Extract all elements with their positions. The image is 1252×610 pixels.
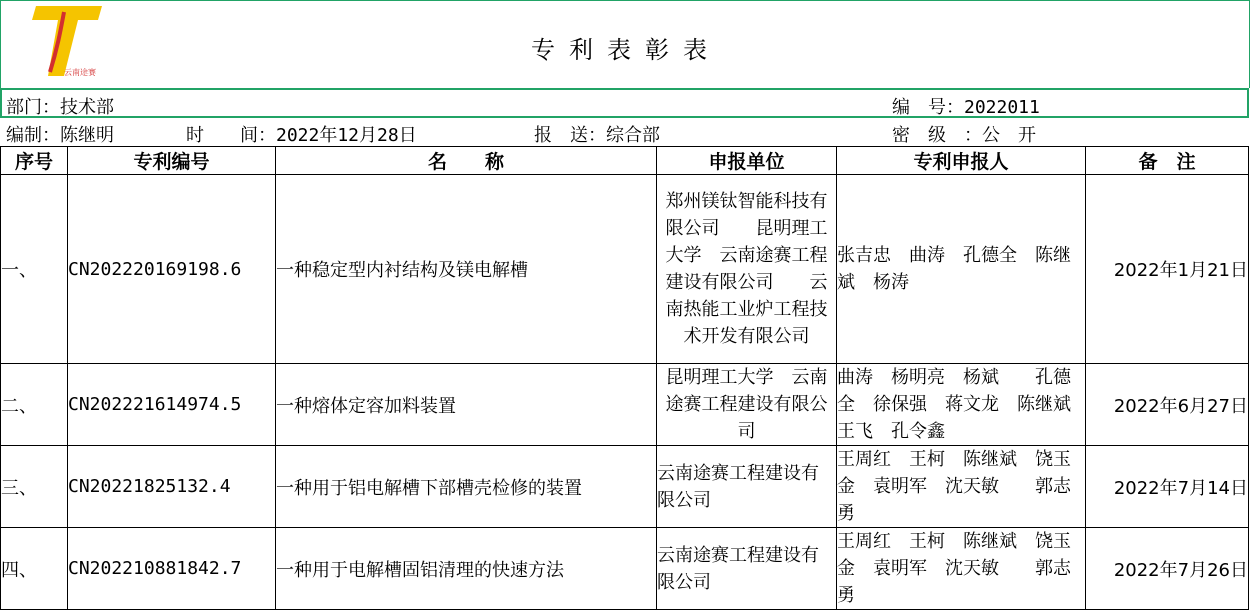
row-name: 一种熔体定容加料装置: [276, 364, 657, 446]
row-inventors: 王周红 王柯 陈继斌 饶玉金 袁明军 沈天敏 郭志勇: [837, 528, 1086, 610]
row-index: 一、: [1, 175, 68, 364]
table-row[interactable]: [1, 364, 1249, 446]
row-unit: 昆明理工大学 云南途赛工程建设有限公司: [657, 364, 837, 446]
report-field: [534, 121, 660, 147]
row-patent-number: CN202220169198.6: [68, 175, 276, 364]
header-unit: 申报单位: [657, 147, 837, 175]
dept-field: [6, 93, 114, 119]
header-note: 备 注: [1086, 147, 1249, 175]
table-row[interactable]: [1, 528, 1249, 610]
row-index: 四、: [1, 528, 68, 610]
row-patent-number: CN20221825132.4: [68, 446, 276, 528]
dept-label: 部门：: [6, 97, 60, 118]
time-label: 时 间：: [186, 125, 276, 146]
row-date: 2022年7月26日: [1086, 528, 1249, 610]
header-patent-number: 专利编号: [68, 147, 276, 175]
secret-label: 密 级 ：: [892, 125, 982, 146]
row-inventors: 曲涛 杨明亮 杨斌 孔德全 徐保强 蒋文龙 陈继斌 王飞 孔令鑫: [837, 364, 1086, 446]
page-title: 专利表彰表: [531, 36, 721, 64]
editor-label: 编制：: [6, 125, 60, 146]
row-name: 一种用于铝电解槽下部槽壳检修的装置: [276, 446, 657, 528]
row-unit: 云南途赛工程建设有限公司: [657, 528, 837, 610]
table-row[interactable]: [1, 446, 1249, 528]
row-patent-number: CN202210881842.7: [68, 528, 276, 610]
number-label: 编 号：: [892, 97, 964, 118]
time-value: 2022年12月28日: [276, 125, 417, 146]
header-index: 序号: [1, 147, 68, 175]
report-value: 综合部: [606, 125, 660, 146]
row-name: 一种用于电解槽固铝清理的快速方法: [276, 528, 657, 610]
secret-field: [892, 121, 1036, 147]
header-inventors: 专利申报人: [837, 147, 1086, 175]
table-header-row: [1, 147, 1249, 175]
number-value: 2022011: [964, 97, 1040, 118]
row-date: 2022年1月21日: [1086, 175, 1249, 364]
table-row[interactable]: [1, 175, 1249, 364]
row-index: 三、: [1, 446, 68, 528]
row-index: 二、: [1, 364, 68, 446]
row-date: 2022年7月14日: [1086, 446, 1249, 528]
editor-value: 陈继明: [60, 125, 114, 146]
patent-table: [0, 146, 1249, 610]
editor-field: [6, 121, 114, 147]
number-field: [892, 93, 1040, 119]
secret-value: 公 开: [982, 125, 1036, 146]
dept-value: 技术部: [60, 97, 114, 118]
row-date: 2022年6月27日: [1086, 364, 1249, 446]
row-unit: 郑州镁钛智能科技有限公司 昆明理工大学 云南途赛工程建设有限公司 云南热能工业炉工程技术开发有限公司: [657, 175, 837, 364]
logo-text: 云南途赛: [64, 68, 96, 77]
row-inventors: 王周红 王柯 陈继斌 饶玉金 袁明军 沈天敏 郭志勇: [837, 446, 1086, 528]
header-name: 名 称: [276, 147, 657, 175]
row-patent-number: CN202221614974.5: [68, 364, 276, 446]
row-inventors: 张吉忠 曲涛 孔德全 陈继斌 杨涛: [837, 175, 1086, 364]
report-label: 报 送：: [534, 125, 606, 146]
time-field: [186, 121, 417, 147]
row-name: 一种稳定型内衬结构及镁电解槽: [276, 175, 657, 364]
row-unit: 云南途赛工程建设有限公司: [657, 446, 837, 528]
selected-row-highlight[interactable]: [0, 88, 1249, 118]
